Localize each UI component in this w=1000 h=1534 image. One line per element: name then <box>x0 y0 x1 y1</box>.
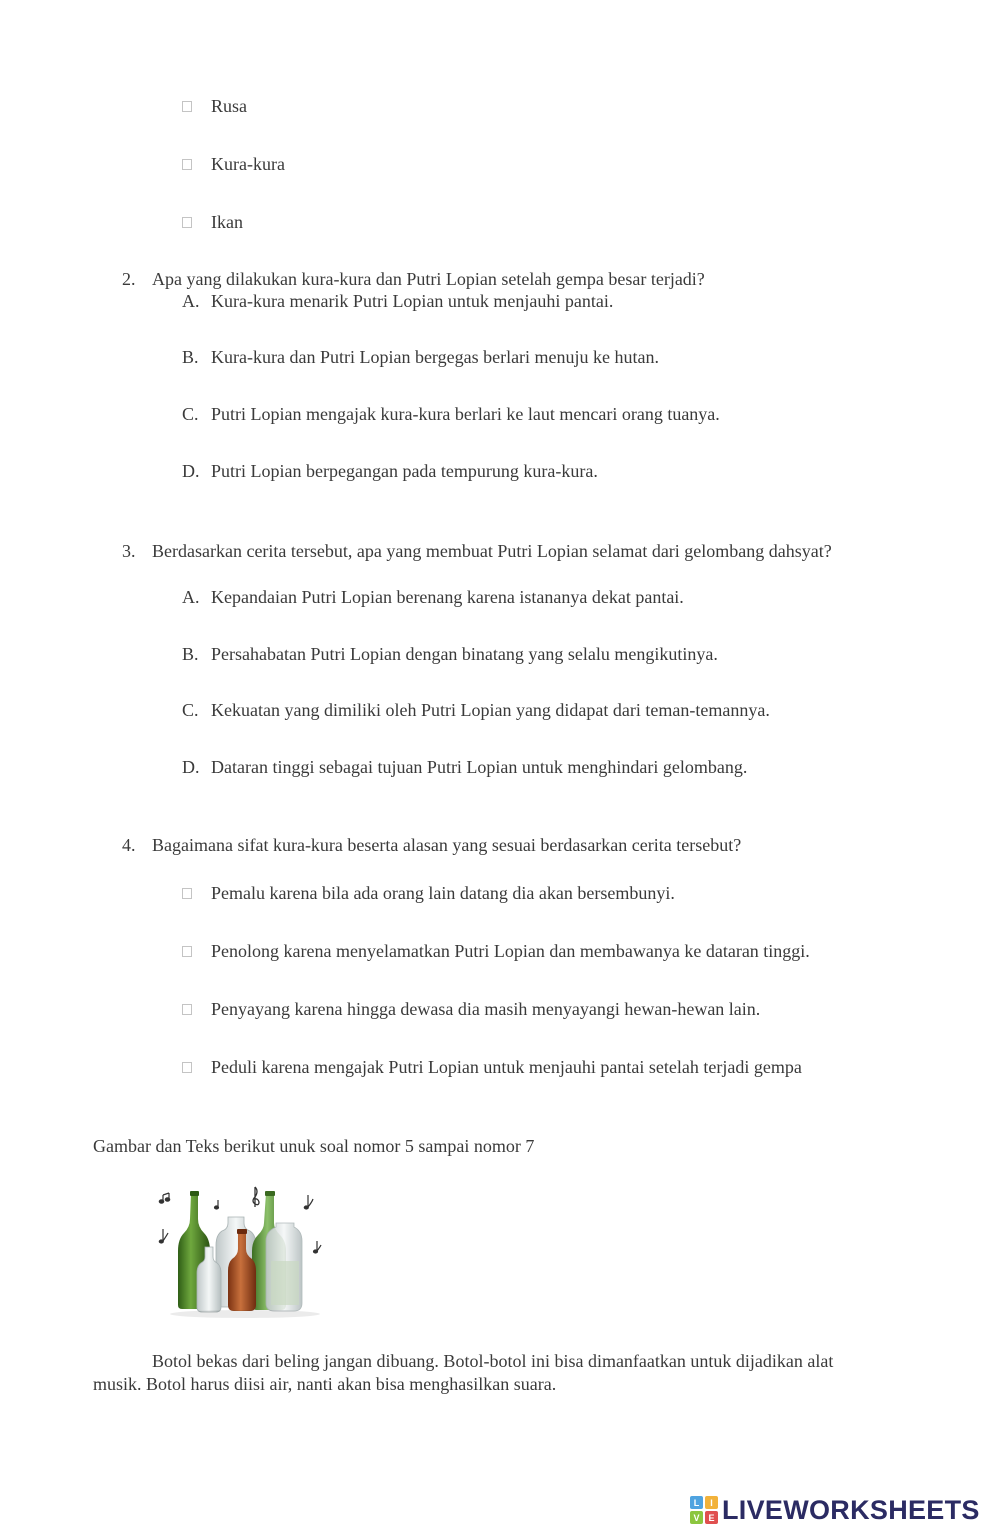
logo-letter: I <box>710 1498 713 1508</box>
treble-clef-icon <box>253 1187 259 1207</box>
q4-option-label: Pemalu karena bila ada orang lain datang dia akan bersembunyi. <box>211 883 675 903</box>
q1-option-label: Ikan <box>211 212 243 232</box>
q4-option-label: Peduli karena mengajak Putri Lopian untuk menjauhi pantai setelah terjadi gempa <box>211 1057 802 1077</box>
logo-letter: E <box>708 1513 715 1523</box>
option-text[interactable]: Kekuatan yang dimiliki oleh Putri Lopian yang didapat dari teman-temannya. <box>211 700 770 720</box>
option-letter: B. <box>182 347 199 367</box>
option-letter: C. <box>182 404 199 424</box>
q4-option-label: Penolong karena menyelamatkan Putri Lopian dan membawanya ke dataran tinggi. <box>211 941 810 961</box>
passage-line: musik. Botol harus diisi air, nanti akan bisa menghasilkan suara. <box>93 1374 557 1394</box>
q4-option-checkbox[interactable] <box>182 1062 192 1073</box>
q1-option-label: Rusa <box>211 96 247 116</box>
option-letter: A. <box>182 587 200 607</box>
live-logo-icon <box>690 1496 718 1524</box>
question-number: 2. <box>122 269 136 289</box>
question-text: Bagaimana sifat kura-kura beserta alasan yang sesuai berdasarkan cerita tersebut? <box>152 835 742 855</box>
q4-option-checkbox[interactable] <box>182 1004 192 1015</box>
musical-bottles-illustration <box>155 1185 330 1320</box>
q1-option-checkbox[interactable] <box>182 159 192 170</box>
option-text[interactable]: Kura-kura dan Putri Lopian bergegas berlari menuju ke hutan. <box>211 347 660 367</box>
option-letter: D. <box>182 757 200 777</box>
question-number: 3. <box>122 541 136 561</box>
q1-option-checkbox[interactable] <box>182 101 192 112</box>
option-letter: C. <box>182 700 199 720</box>
music-note-icon <box>159 1193 169 1203</box>
option-letter: D. <box>182 461 200 481</box>
option-text[interactable]: Kepandaian Putri Lopian berenang karena istananya dekat pantai. <box>211 587 684 607</box>
logo-letter: V <box>693 1513 700 1523</box>
brand-name[interactable]: LIVEWORKSHEETS <box>722 1494 980 1525</box>
option-text[interactable]: Putri Lopian mengajak kura-kura berlari ke laut mencari orang tuanya. <box>211 404 720 424</box>
liveworksheets-logo <box>690 1495 980 1525</box>
question-number: 4. <box>122 835 136 855</box>
question-text: Berdasarkan cerita tersebut, apa yang membuat Putri Lopian selamat dari gelombang dahsyat? <box>152 541 832 561</box>
option-text[interactable]: Putri Lopian berpegangan pada tempurung kura-kura. <box>211 461 598 481</box>
q4-option-label: Penyayang karena hingga dewasa dia masih menyayangi hewan-hewan lain. <box>211 999 761 1019</box>
music-note-icon <box>215 1200 219 1209</box>
q4-option-checkbox[interactable] <box>182 888 192 899</box>
question-text: Apa yang dilakukan kura-kura dan Putri Lopian setelah gempa besar terjadi? <box>152 269 705 289</box>
option-text[interactable]: Dataran tinggi sebagai tujuan Putri Lopian untuk menghindari gelombang. <box>211 757 748 777</box>
logo-letter: L <box>693 1498 700 1508</box>
q1-option-label: Kura-kura <box>211 154 285 174</box>
q4-option-checkbox[interactable] <box>182 946 192 957</box>
option-letter: B. <box>182 644 199 664</box>
option-text[interactable]: Kura-kura menarik Putri Lopian untuk menjauhi pantai. <box>211 291 614 311</box>
section-intro: Gambar dan Teks berikut unuk soal nomor 5 sampai nomor 7 <box>93 1136 535 1156</box>
music-note-icon <box>314 1241 322 1253</box>
music-note-icon <box>304 1195 313 1209</box>
option-letter: A. <box>182 291 200 311</box>
passage-line: Botol bekas dari beling jangan dibuang. Botol-botol ini bisa dimanfaatkan untuk dijadikan alat <box>152 1351 834 1371</box>
option-text[interactable]: Persahabatan Putri Lopian dengan binatang yang selalu mengikutinya. <box>211 644 718 664</box>
q1-option-checkbox[interactable] <box>182 217 192 228</box>
music-note-icon <box>159 1229 168 1243</box>
